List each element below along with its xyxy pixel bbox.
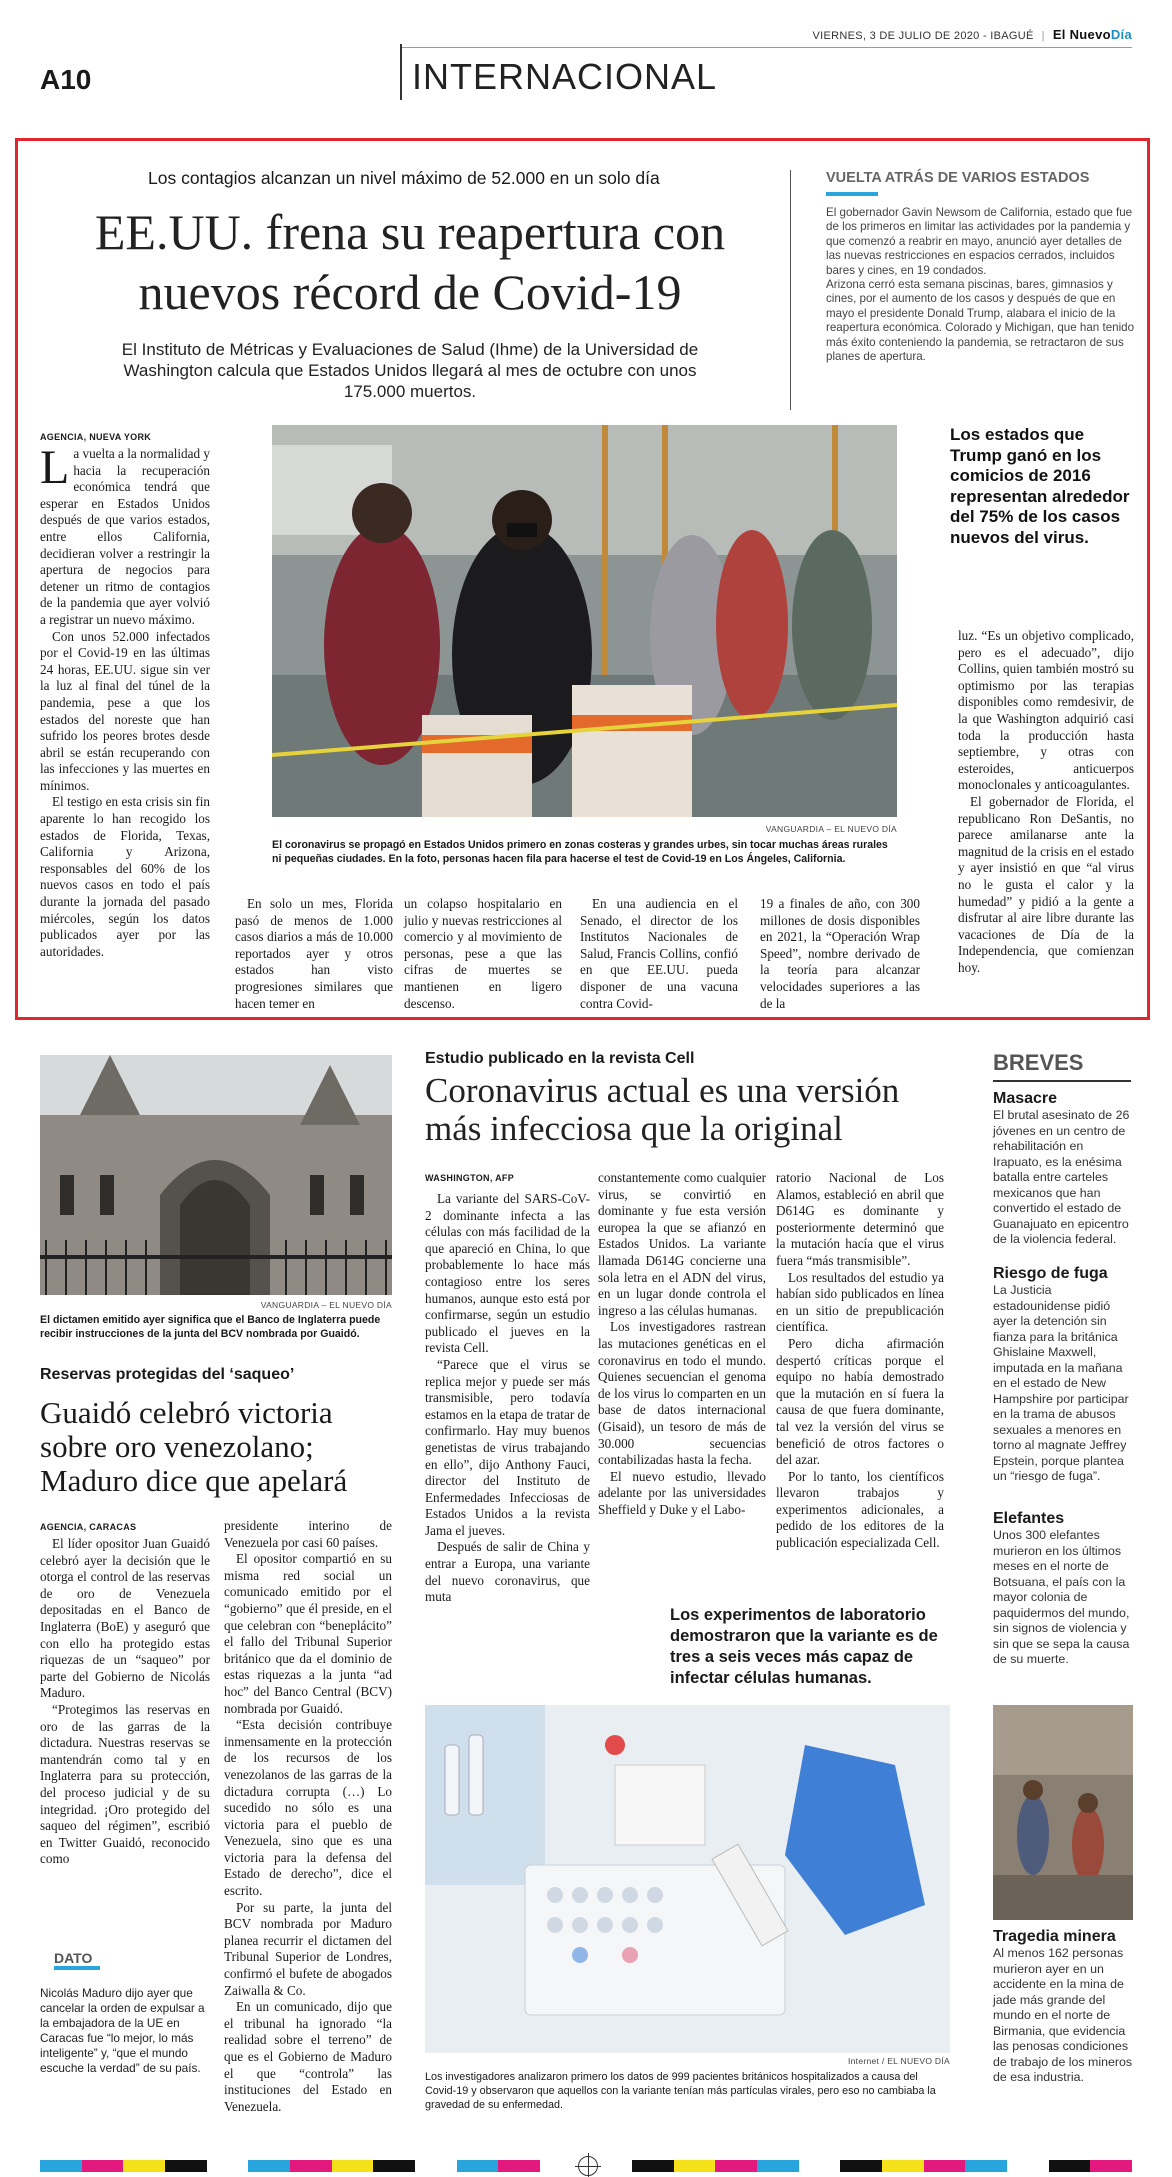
lead-kicker: Los contagios alcanzan un nivel máximo de 52.000 en un solo día xyxy=(148,168,660,188)
cell-headline xyxy=(425,1072,965,1148)
sidebar-bracket xyxy=(790,170,800,410)
royal-courts-of-justice-photo xyxy=(40,1055,392,1295)
brief-text-riesgo: La Justicia estadounidense pidió ayer la detención sin fianza para la británica Ghislaine Maxwell, imputada en la mañana en el estado de New Hampshire por participar en la trama de abusos sexuales a menores en torno al magnate Jeffrey Epstein, porque plantea un “riesgo de fuga”. xyxy=(993,1283,1129,1483)
lead-photo-caption: El coronavirus se propagó en Estados Unidos primero en zonas costeras y grandes urbes, sin tocar muchas áreas rurales ni pequeñas ciudades. En la foto, personas hacen fila para hacerse el test de Covid-19 en Los Ángeles, California. xyxy=(272,839,888,865)
lead-column-6 xyxy=(958,628,1134,976)
venezuela-col2-p5: En un comunicado, dijo que el tribunal ha ignorado “la realidad sobre el terreno” de que es el Gobierno de Maduro el que “controla” las instituciones del Estado en Venezuela. xyxy=(224,1999,392,2114)
dropcap: L xyxy=(40,441,70,494)
cell-col1-p3: Después de salir de China y entrar a Europa, una variante del nuevo coronavirus, que muta xyxy=(425,1539,590,1605)
lead-headline-line-2: nuevos récord de Covid-19 xyxy=(138,264,682,320)
brief-item xyxy=(993,1265,1133,1485)
court-photo-caption: El dictamen emitido ayer significa que el Banco de Inglaterra puede recibir instrucciones de la junta del BCV nombrada por Guaidó. xyxy=(40,1314,381,1340)
venezuela-col1-p2: “Protegimos las reservas en oro de las garras de la dictadura. Nuestras reservas se mantendrán como tal y en Inglaterra para su protección, del proceso judicial y de su integridad. ¡Oro protegido del saqueo del régimen”, escribió en Twitter Guaidó, reconocido como xyxy=(40,1701,210,1867)
lead-headline-line-1: EE.UU. frena su reapertura con xyxy=(94,204,726,260)
lab-experiment-photo xyxy=(425,1705,950,2053)
cell-headline-line-2: más infecciosa que la original xyxy=(425,1109,843,1148)
lab-photo-caption: Los investigadores analizaron primero los datos de 999 pacientes británicos hospitalizados a causa del Covid-19 y observaron que aquellos con la variante tenían más partículas virales, pero eso no cambiaba la gravedad de su enfermedad. xyxy=(425,2071,936,2111)
sidebar-title: VUELTA ATRÁS DE VARIOS ESTADOS xyxy=(826,170,1090,186)
sidebar-title-underline xyxy=(826,192,878,196)
brief-text-elefantes: Unos 300 elefantes murieron en los últimos meses en el norte de Botsuana, el país con la mayor colonia de paquidermos del mundo, sin signos de violencia y sin que se sepa la causa de su muerte. xyxy=(993,1528,1130,1666)
cell-col1-text xyxy=(425,1191,590,1606)
registration-mark-icon xyxy=(578,2156,598,2176)
lead-col1-p1: La vuelta a la normalidad y hacia la recuperación económica tendrá que esperar en Estados Unidos después de que varios estados, entre ellos California, decidieran volver a restringir la apertura de negocios para detener un ritmo de contagios de la pandemia que ayer volvió a registrar un nuevo máximo. xyxy=(40,441,210,627)
brief-item xyxy=(993,1928,1133,2086)
cell-col3-p1: ratorio Nacional de Los Alamos, estableció en abril que D614G es dominante y posteriormente determinó que la mutación hacía que el virus fuera “más transmisible”. xyxy=(776,1170,944,1268)
brief-item xyxy=(993,1090,1133,1248)
lead-col1-p2: Con unos 52.000 infectados por el Covid-19 en las últimas 24 horas, EE.UU. sigue sin ver la luz al final del túnel de la pandemia, pese a que los estados del noreste que han sufrido los peores brotes desde abril se están recuperando con las infecciones y las muertes en mínimos. xyxy=(40,628,210,793)
cell-col1-p1: La variante del SARS-CoV-2 dominante infecta a las células con más facilidad de la que apareció en China, lo que probablemente lo hace más contagioso entre los seres humanos, aunque esto está por confirmarse, según un estudio publicado el jueves en la revista Cell. xyxy=(425,1191,590,1356)
lead-photo xyxy=(272,425,897,817)
lead-column-2: En solo un mes, Florida pasó de menos de 1.000 casos diarios a más de 10.000 reportados ayer y otros estados han visto progresiones similares que hacen temer en xyxy=(235,896,393,1011)
cell-column-2 xyxy=(598,1170,766,1518)
cell-col3-p4: Por lo tanto, los científicos llevaron trabajos y experimentos adicionales, a pedido de los editores de la publicación especializada Cell. xyxy=(776,1468,944,1551)
venezuela-headline xyxy=(40,1396,410,1498)
venezuela-kicker: Reservas protegidas del ‘saqueo’ xyxy=(40,1366,295,1383)
cell-headline-line-1: Coronavirus actual es una versión xyxy=(425,1071,900,1110)
jade-mine-photo xyxy=(993,1705,1133,1920)
lead-col6-p1: luz. “Es un objetivo complicado, pero es el adecuado”, dijo Collins, quien también mostró su optimismo por las terapias disponibles como remdesivir, de la que Washington adquirió casi toda la producción hasta septiembre, y otras con esteroides, anticuerpos monoclonales y anticoagulantes. xyxy=(958,628,1134,793)
cell-col2-p2: Los investigadores rastrean las mutaciones genéticas en el coronavirus en todo el mundo. Quienes secuencian el genoma de los virus lo comparten en un base de datos internacional (Gisaid), un tesoro de más de 30.000 secuencias contabilizadas hasta la fecha. xyxy=(598,1319,766,1468)
lead-column-3: un colapso hospitalario en julio y nuevas restricciones al comercio y al movimiento de personas, pese a que las cifras de muertes se mantienen en ligero descenso. xyxy=(404,896,562,1011)
print-color-bar-right xyxy=(632,2160,1132,2172)
lead-col1-text xyxy=(40,441,210,960)
briefs-title: BREVES xyxy=(993,1050,1084,1075)
brief-title-tragedia: Tragedia minera xyxy=(993,1928,1116,1945)
lead-byline: AGENCIA, NUEVA YORK xyxy=(40,432,152,442)
cell-pullquote: Los experimentos de laboratorio demostraron que la variante es de tres a seis veces más capaz de infectar células humanas. xyxy=(670,1606,938,1687)
brief-item xyxy=(993,1510,1133,1668)
cell-column-1 xyxy=(425,1173,590,1606)
venezuela-col1-text xyxy=(40,1536,210,1868)
sidebar-paragraph-1: El gobernador Gavin Newsom de California, estado que fue de los primeros en limitar las actividades por la pandemia y que comenzó a reabrir en mayo, anunció ayer detalles de las nuevas restricciones en espacios cerrados, incluidos bares y cines, en 19 condados. xyxy=(826,206,1133,277)
cell-col1-p2: “Parece que el virus se replica mejor y puede ser más transmisible, pero todavía estamos en la etapa de tratar de confirmarlo. Hay muy buenos genetistas de virus trabajando en ello”, dijo Anthony Fauci, director del Instituto de Enfermedades Infecciosas de Estados Unidos a la revista Jama el jueves. xyxy=(425,1356,590,1538)
venezuela-col1-p1: El líder opositor Juan Guaidó celebró ayer la decisión que le otorga el control de las reservas de oro de Venezuela depositadas en el Banco de Inglaterra (BoE) y aseguró que con ello ha protegido estas riquezas de un “saqueo” por parte del Gobierno de Nicolás Maduro. xyxy=(40,1536,210,1701)
cell-byline: WASHINGTON, AFP xyxy=(425,1173,515,1183)
lead-column-5: 19 a finales de año, con 300 millones de dosis disponibles en 2021, la “Operación Wrap Speed”, nombre derivado de la teoría para alcanzar velocidades superiores a las de la xyxy=(760,896,920,1011)
lead-col1-p3: El testigo en esta crisis sin fin aparente lo han recogido los estados de Florida, Texas, California y Arizona, responsables del 60% de los nuevos casos en todo el país durante la jornada del pasado miércoles, según los datos publicados ayer por las autoridades. xyxy=(40,794,210,959)
lead-column-4: En una audiencia en el Senado, el director de los Institutos Nacionales de Salud, Francis Collins, confió en que EE.UU. pueda disponer de una vacuna contra Covid- xyxy=(580,896,738,1011)
venezuela-col2-p4: Por su parte, la junta del BCV nombrada por Maduro planea recurrir el dictamen del Tribunal Superior de Londres, confirmó el bufete de abogados Zaiwalla & Co. xyxy=(224,1899,392,1998)
covid-test-line-photo xyxy=(272,425,897,817)
date-line-group: VIERNES, 3 DE JULIO DE 2020 - IBAGUÉ | El NuevoDía xyxy=(812,27,1132,42)
brief-text-masacre: El brutal asesinato de 26 jóvenes en un centro de rehabilitación en Irapuato, es la enésima batalla entre carteles mexicanos que han convertido el estado de Guanajuato en epicentro de la violencia federal. xyxy=(993,1108,1130,1246)
lead-headline xyxy=(40,202,780,322)
venezuela-headline-line-3: Maduro dice que apelará xyxy=(40,1463,348,1498)
mine-photo xyxy=(993,1705,1133,1920)
lead-column-1 xyxy=(40,432,210,960)
sidebar-text xyxy=(826,206,1136,364)
lead-deck: El Instituto de Métricas y Evaluaciones de Salud (Ihme) de la Universidad de Washington calcula que Estados Unidos llegará al mes de octubre con unos 175.000 muertos. xyxy=(121,340,699,401)
brief-text-tragedia: Al menos 162 personas murieron ayer en un accidente en la mina de jade más grande del mundo en el norte de Birmania, que evidencia las penosas condiciones de trabajo de los mineros de esa industria. xyxy=(993,1946,1133,2084)
section-title: INTERNACIONAL xyxy=(412,56,718,97)
venezuela-column-1 xyxy=(40,1522,210,1868)
briefs-title-underline xyxy=(993,1080,1131,1082)
cell-column-3 xyxy=(776,1170,944,1552)
venezuela-col2-p1: presidente interino de Venezuela por casi 60 países. xyxy=(224,1518,392,1550)
header-divider xyxy=(400,44,402,100)
brand-logo: El NuevoDía xyxy=(1052,27,1132,42)
dato-label: DATO xyxy=(54,1950,100,1970)
venezuela-col2-p3: “Esta decisión contribuye inmensamente en la protección de los recursos de los venezolanos de las garras de la dictadura corrupta (…) Lo sucedido no sólo es una victoria para el pueblo de Venezuela, sino que es una victoria para la defensa del Estado de derecho”, dice el escrito. xyxy=(224,1717,392,1899)
court-photo xyxy=(40,1055,392,1295)
dato-box xyxy=(40,1950,210,2076)
venezuela-headline-line-2: sobre oro venezolano; xyxy=(40,1429,314,1464)
cell-col2-p3: El nuevo estudio, llevado adelante por las universidades Sheffield y Duke y el Labo- xyxy=(598,1468,766,1517)
dato-text: Nicolás Maduro dijo ayer que cancelar la orden de expulsar a la embajadora de la UE en Caracas fue “lo mejor, lo más inteligente” y, “que el mundo escuche la verdad” de su país. xyxy=(40,1986,205,2075)
venezuela-column-2 xyxy=(224,1518,392,2115)
court-photo-credit: VANGUARDIA – EL NUEVO DÍA xyxy=(260,1300,392,1310)
brief-title-masacre: Masacre xyxy=(993,1090,1058,1107)
lead-pullquote: Los estados que Trump ganó en los comicios de 2016 representan alrededor del 75% de los casos nuevos del virus. xyxy=(950,425,1130,547)
date-line: VIERNES, 3 DE JULIO DE 2020 - IBAGUÉ xyxy=(812,30,1034,42)
cell-col3-p2: Los resultados del estudio ya habían sido publicados en línea en un sitio de prepublicación científica. xyxy=(776,1269,944,1335)
venezuela-byline: AGENCIA, CARACAS xyxy=(40,1522,137,1532)
brief-title-riesgo: Riesgo de fuga xyxy=(993,1265,1108,1282)
cell-col2-p1: constantemente como cualquier virus, se convirtió en dominante y fue esta versión europea la que se afianzó en Estados Unidos. La variante llamada D614G concierne una sola letra en el ADN del virus, en un lugar donde controla el ingreso a las células humanas. xyxy=(598,1170,766,1318)
lead-col6-p2: El gobernador de Florida, el republicano Ron DeSantis, no parece amilanarse ante la magnitud de la crisis en el estado y ayer insistió en que “al virus no le gusta el calor y la humedad” y pidió a la gente a disfrutar al aire libre durante las vacaciones de Día de la Independencia, que comienzan hoy. xyxy=(958,793,1134,975)
venezuela-headline-line-1: Guaidó celebró victoria xyxy=(40,1395,333,1430)
lead-photo-credit: VANGUARDIA – EL NUEVO DÍA xyxy=(765,824,897,834)
header-rule xyxy=(400,47,1132,48)
venezuela-col2-p2: El opositor compartió en su misma red social un comunicado emitido por el “gobierno” que él preside, en el que celebran con “beneplácito” el fallo del Tribunal Superior británico que da el dominio de estas riquezas a la junta “ad hoc” del Banco Central (BCV) nombrada por Guaidó. xyxy=(224,1551,392,1716)
cell-col3-p3: Pero dicha afirmación despertó críticas porque el equipo no había demostrado que la mutación en sí fuera la causa de que fuera dominante, tal vez la versión del virus se benefició de otros factores o del azar. xyxy=(776,1335,944,1468)
brief-title-elefantes: Elefantes xyxy=(993,1510,1065,1527)
page-number: A10 xyxy=(40,64,92,95)
sidebar-paragraph-2: Arizona cerró esta semana piscinas, bares, gimnasios y cines, por el aumento de los casos y después de que en mayo el presidente Donald Trump, alabara el inicio de la reapertura económica. Colorado y Michigan, que han tenido más éxito conteniendo la pandemia, se retractaron de sus planes de apertura. xyxy=(826,278,1135,364)
lab-photo-credit: Internet / EL NUEVO DÍA xyxy=(847,2056,950,2066)
cell-kicker: Estudio publicado en la revista Cell xyxy=(425,1050,695,1067)
lab-photo xyxy=(425,1705,950,2053)
print-color-bar-left xyxy=(40,2160,540,2172)
